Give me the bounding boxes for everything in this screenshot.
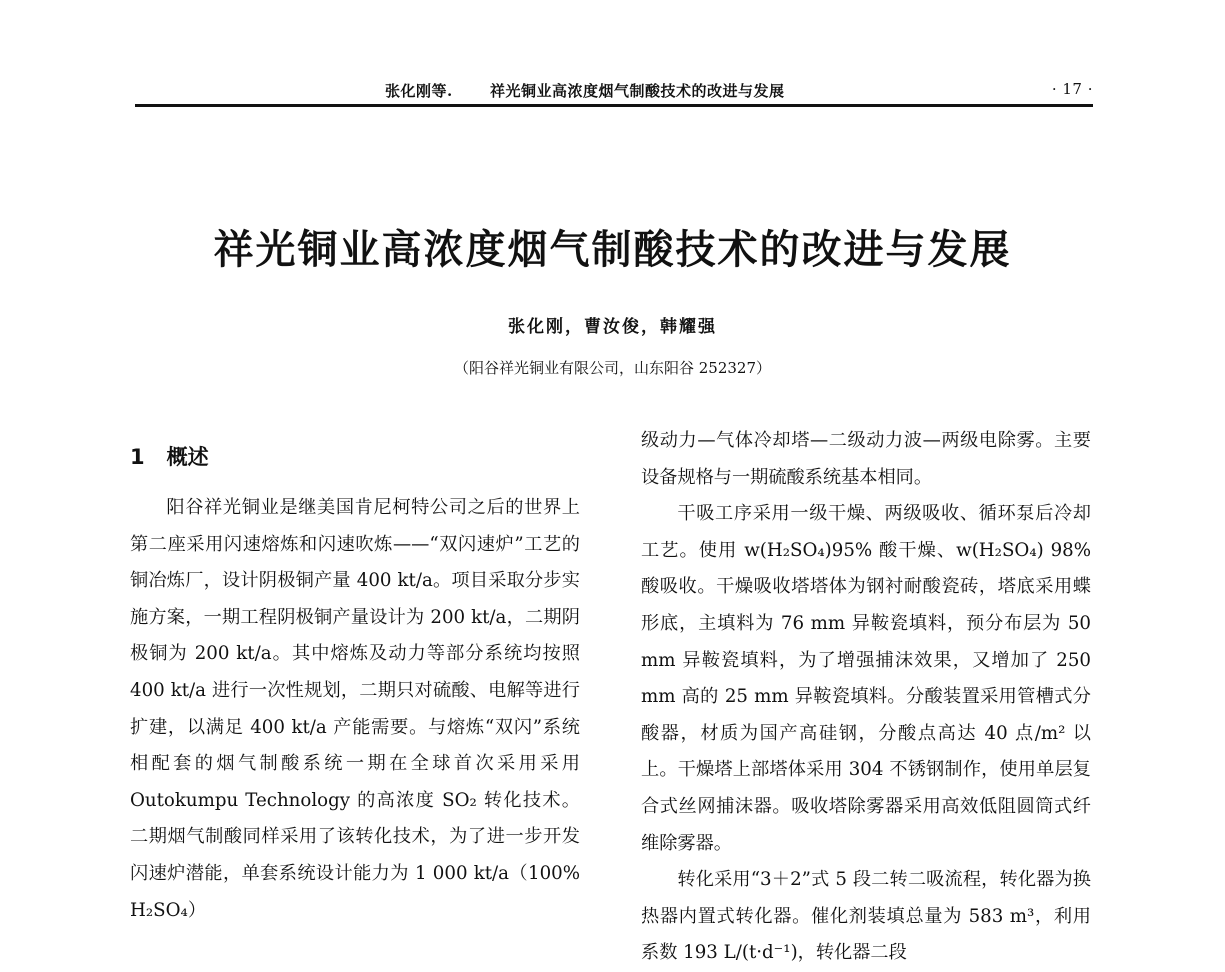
article-title: 祥光铜业高浓度烟气制酸技术的改进与发展 (213, 227, 1012, 273)
conversion-paragraph: 转化采用“3＋2”式 5 段二转二吸流程，转化器为换热器内置式转化器。催化剂装填总量为 583 m³，利用系数 193 L/(t·d⁻¹)，转化器二段 (641, 869, 1091, 964)
running-header (135, 76, 1093, 104)
continuation-paragraph: 级动力—气体冷却塔—二级动力波—两级电除雾。主要设备规格与一期硫酸系统基本相同。 (641, 430, 1091, 488)
section-heading (130, 441, 209, 471)
running-header-title: 祥光铜业高浓度烟气制酸技术的改进与发展 (490, 82, 785, 100)
header-rule (135, 104, 1093, 107)
left-column (130, 490, 580, 929)
dry-absorption-paragraph: 干吸工序采用一级干燥、两级吸收、循环泵后冷却工艺。使用 w(H₂SO₄)95% 酸干燥、w(H₂SO₄) 98% 酸吸收。干燥吸收塔塔体为钢衬耐酸瓷砖，塔底采用蝶形底，主填料为 76 mm 异鞍瓷填料，预分布层为 50 mm 异鞍瓷填料，为了增强捕沫效果，又增加了 250 mm 高的 25 mm 异鞍瓷填料。分酸装置采用管槽式分酸器，材质为国产高硅钢，分酸点高达 40 点/m² 以上。干燥塔上部塔体采用 304 不锈钢制作，使用单层复合式丝网捕沫器。吸收塔除雾器采用高效低阻圆筒式纤维除雾器。 (641, 503, 1091, 854)
section-title: 概述 (166, 445, 209, 469)
article-authors: 张化刚，曹汝俊，韩耀强 (508, 317, 717, 337)
page-number: · 17 · (1051, 80, 1093, 98)
right-column (641, 423, 1091, 972)
overview-paragraph: 阳谷祥光铜业是继美国肯尼柯特公司之后的世界上第二座采用闪速熔炼和闪速吹炼——“双闪速炉”工艺的铜冶炼厂，设计阴极铜产量 400 kt/a。项目采取分步实施方案，一期工程阴极铜产量设计为 200 kt/a，二期阴极铜为 200 kt/a。其中熔炼及动力等部分系统均按照 400 kt/a 进行一次性规划，二期只对硫酸、电解等进行扩建，以满足 400 kt/a 产能需要。与熔炼“双闪”系统相配套的烟气制酸系统一期在全球首次采用采用 Outokumpu Technology 的高浓度 SO₂ 转化技术。二期烟气制酸同样采用了该转化技术，为了进一步开发闪速炉潜能，单套系统设计能力为 1 000 kt/a（100% H₂SO₄） (130, 497, 580, 921)
running-header-authors: 张化刚等. (385, 82, 453, 100)
article-affiliation: （阳谷祥光铜业有限公司，山东阳谷 252327） (453, 359, 772, 377)
section-number: 1 (130, 445, 145, 469)
